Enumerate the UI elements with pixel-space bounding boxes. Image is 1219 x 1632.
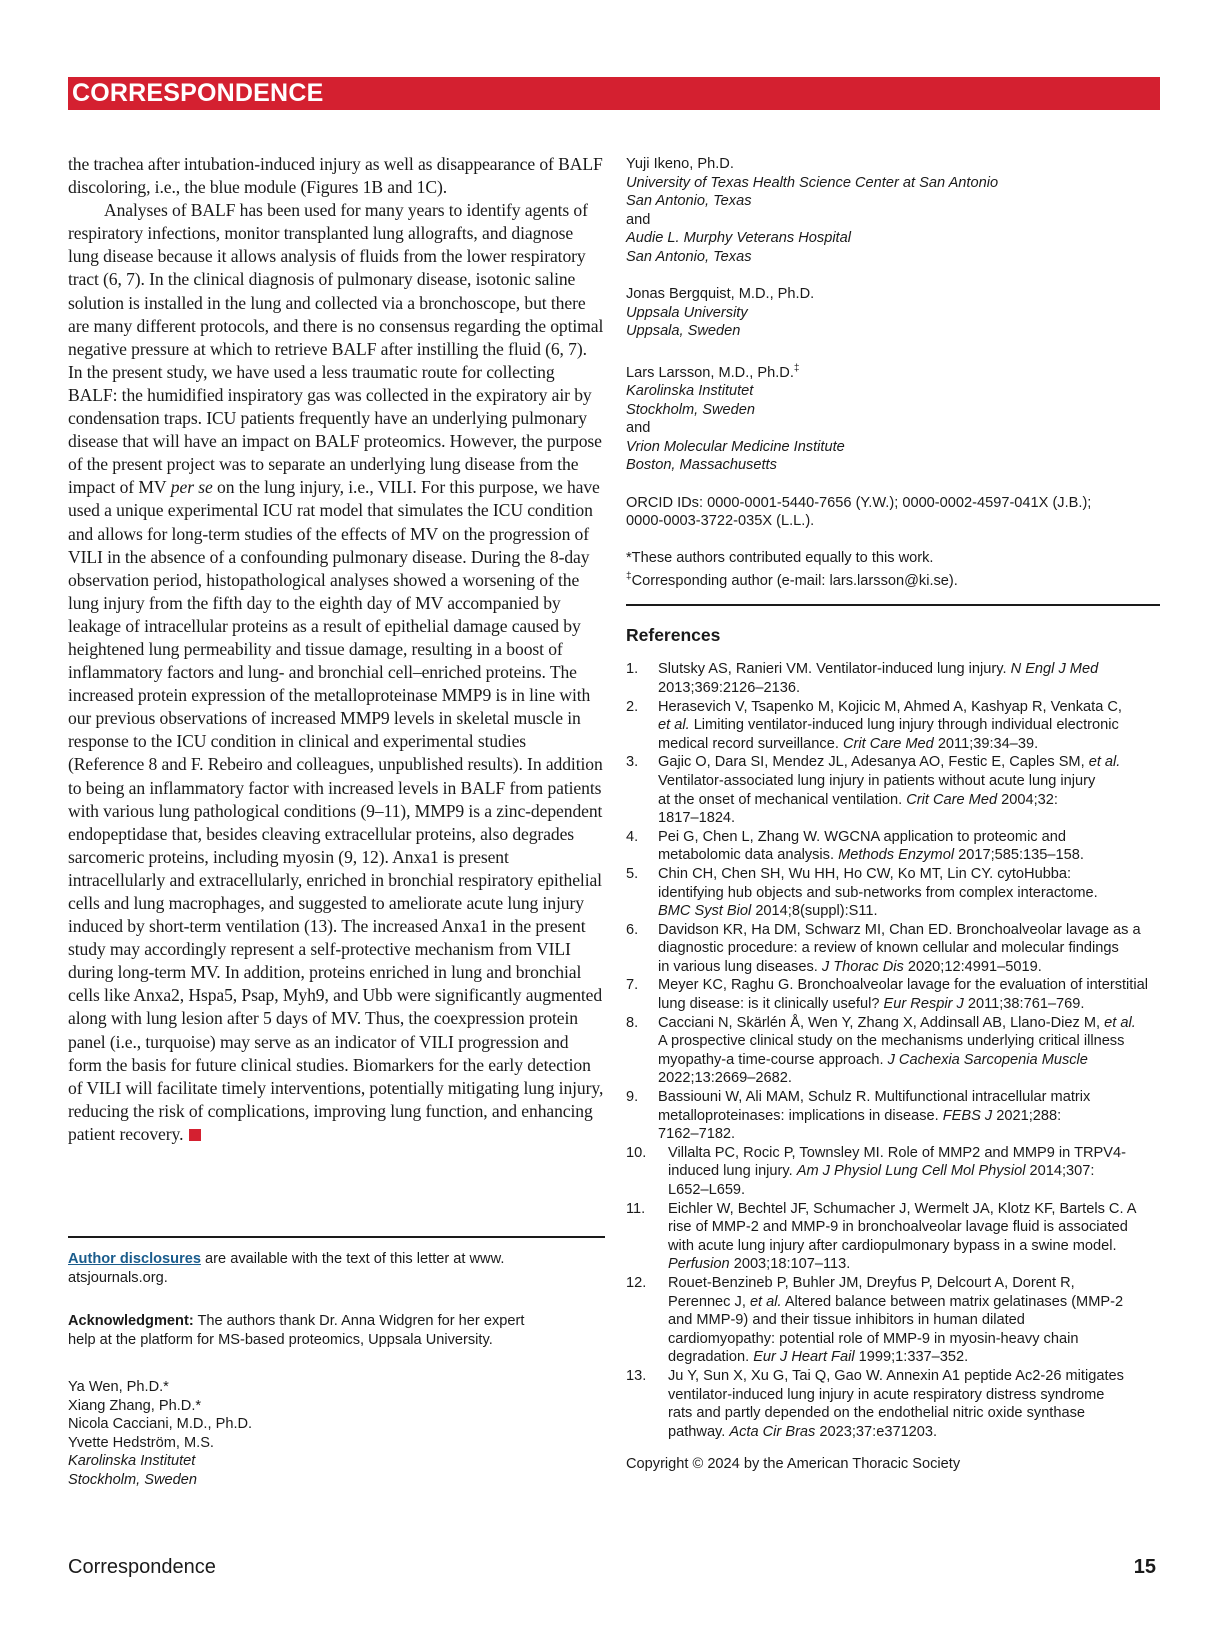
reference-item: [626, 1274, 1160, 1367]
reference-line: 2013;369:2126–2136.: [658, 679, 801, 696]
reference-line: L652–L659.: [668, 1182, 746, 1198]
reference-item: [626, 698, 1160, 754]
reference-line: 1817–1824.: [658, 810, 736, 827]
reference-line: metalloproteinases: implications in disease. FEBS J 2021;288:: [658, 1107, 1062, 1124]
reference-item: [626, 921, 1160, 977]
reference-line: Herasevich V, Tsapenko M, Kojicic M, Ahmed A, Kashyap R, Venkata C,: [658, 698, 1122, 715]
page-number: 15: [1133, 1556, 1156, 1578]
reference-line: rise of MMP-2 and MMP-9 in bronchoalveolar lavage fluid is associated: [668, 1219, 1128, 1236]
footer-section-name: Correspondence: [68, 1556, 216, 1578]
author-block-bergquist: Jonas Bergquist, M.D., Ph.D. Uppsala University Uppsala, Sweden: [626, 286, 815, 340]
reference-line: cardiomyopathy: potential role of MMP-9 in myosin-heavy chain: [668, 1330, 1079, 1347]
orcid-ids: ORCID IDs: 0000-0001-5440-7656 (Y.W.); 0000-0002-4597-041X (J.B.); 0000-0003-3722-035X (L.L.).: [626, 494, 1092, 530]
reference-line: Ju Y, Sun X, Xu G, Tai Q, Gao W. Annexin A1 peptide Ac2-26 mitigates: [668, 1367, 1124, 1384]
author-name: Ya Wen, Ph.D.*: [68, 1379, 169, 1395]
reference-line: Cacciani N, Skärlén Å, Wen Y, Zhang X, Addinsall AB, Llano-Diez M, et al.: [658, 1014, 1136, 1031]
reference-number: 5.: [626, 865, 639, 882]
paragraph: Analyses of BALF has been used for many years to identify agents of respiratory infections, monitor transplanted lung allografts, and diagnose lung disease because it allows analysis of fluids from the lower respiratory tract (6, 7). In the clinical diagnosis of pulmonary disease, isotonic saline solution is installed in the lung and collected via a bronchoscope, but there are many different protocols, and there is no consensus regarding the optimal negative pressure at which to retrieve BALF after instilling the fluid (6, 7). In the present study, we have used a less traumatic route for collecting BALF: the humidified inspiratory gas was collected in the expiratory air by condensation traps. ICU patients frequently have an underlying pulmonary disease that will have an impact on BALF proteomics. However, the purpose of the present project was to separate an underlying lung disease from the impact of MV per se on the lung injury, i.e., VILI. For this purpose, we have used a unique experimental ICU rat model that simulates the ICU condition and allows for long-term studies of the effects of MV on the progression of VILI in the absence of a confounding pulmonary disease. During the 8-day observation period, histopathological analyses showed a worsening of the lung injury from the fifth day to the eighth day of MV accompanied by leakage of intracellular proteins as a result of epithelial damage caused by heightened lung permeability and tissue damage, resulting in a boost of inflammatory factors and lung- and bronchial cell–enriched proteins. The increased protein expression of the metalloproteinase MMP9 is in line with our previous observations of increased MMP9 levels in skeletal muscle in response to the ICU condition in clinical and experimental studies (Reference 8 and F. Rebeiro and colleagues, unpublished results). In addition to being an inflammatory factor with increased levels in BALF from patients with various lung pathological conditions (9–11), MMP9 is a zinc-dependent endopeptidase that, besides cleaving extracellular proteins, also degrades sarcomeric proteins, including myosin (9, 12). Anxa1 is present intracellularly and extracellularly, enriched in bronchial respiratory epithelial cells and lung macrophages, and suggested to ameliorate acute lung injury induced by short-term ventilation (13). The increased Anxa1 in the present study may accordingly represent a self-protective mechanism from VILI during long-term MV. In addition, proteins enriched in lung and bronchial cells like Anxa2, Hspa5, Psap, Myh9, and Ubb were significantly augmented along with lung lesion after 5 days of MV. Thus, the coexpression protein panel (i.e., turquoise) may serve as an indicator of VILI progression and form the basis for future clinical studies. Biomarkers for the early detection of VILI will facilitate timely interventions, potentially mitigating lung injury, reducing the risk of complications, improving lung function, and enhancing patient recovery.: [68, 200, 604, 1144]
reference-line: et al. Limiting ventilator-induced lung injury through individual electronic: [658, 717, 1119, 734]
reference-number: 9.: [626, 1089, 639, 1106]
right-column: [626, 155, 1160, 1474]
reference-line: ventilator-induced lung injury in acute respiratory distress syndrome: [668, 1386, 1105, 1403]
reference-line: and MMP-9) and their tissue inhibitors in human dilated: [668, 1312, 1025, 1329]
reference-number: 13.: [626, 1367, 647, 1384]
reference-line: Perfusion 2003;18:107–113.: [668, 1256, 851, 1273]
reference-item: [626, 1367, 1160, 1441]
reference-line: degradation. Eur J Heart Fail 1999;1:337–352.: [668, 1349, 969, 1366]
reference-line: rats and partly depended on the endothelial nitric oxide synthase: [668, 1405, 1086, 1422]
reference-line: metabolomic data analysis. Methods Enzymol 2017;585:135–158.: [658, 847, 1084, 864]
reference-item: [626, 1144, 1160, 1200]
reference-number: 12.: [626, 1274, 647, 1291]
reference-line: Slutsky AS, Ranieri VM. Ventilator-induced lung injury. N Engl J Med: [658, 661, 1099, 678]
author-affiliation: Stockholm, Sweden: [68, 1471, 197, 1488]
section-header: CORRESPONDENCE: [68, 77, 1160, 110]
main-text-column: [68, 153, 604, 1146]
acknowledgment: Acknowledgment: The authors thank Dr. Anna Widgren for her expert help at the platform for MS-based proteomics, Uppsala University.: [68, 1313, 525, 1348]
author-block-ikeno: Yuji Ikeno, Ph.D. University of Texas Health Science Center at San Antonio San Antonio, Texas and Audie L. Murphy Veterans Hospital San Antonio, Texas: [626, 156, 999, 265]
references-heading: References: [626, 625, 721, 646]
reference-line: medical record surveillance. Crit Care Med 2011;39:34–39.: [658, 735, 1039, 752]
reference-line: identifying hub objects and sub-networks from complex interactome.: [658, 884, 1098, 901]
reference-line: Davidson KR, Ha DM, Schwarz MI, Chan ED. Bronchoalveolar lavage as a: [658, 921, 1141, 938]
reference-line: Gajic O, Dara SI, Mendez JL, Adesanya AO, Festic E, Caples SM, et al.: [658, 754, 1121, 771]
reference-number: 1.: [626, 661, 639, 678]
reference-line: Ventilator-associated lung injury in patients without acute lung injury: [658, 772, 1096, 789]
reference-number: 6.: [626, 921, 639, 938]
reference-number: 8.: [626, 1014, 639, 1031]
reference-line: Perennec J, et al. Altered balance between matrix gelatinases (MMP-2: [668, 1293, 1124, 1310]
reference-line: Villalta PC, Rocic P, Townsley MI. Role of MMP2 and MMP9 in TRPV4-: [668, 1144, 1126, 1161]
reference-number: 7.: [626, 977, 639, 994]
reference-number: 2.: [626, 698, 639, 715]
author-block-larsson: Lars Larsson, M.D., Ph.D.‡ Karolinska Institutet Stockholm, Sweden and Vrion Molecular Medicine Institute Boston, Massachusetts: [626, 362, 845, 474]
reference-line: Eichler W, Bechtel JF, Schumacher J, Wermelt JA, Klotz KF, Bartels C. A: [668, 1200, 1137, 1217]
reference-item: [626, 753, 1160, 827]
author-affiliation: Karolinska Institutet: [68, 1453, 196, 1470]
author-notes: *These authors contributed equally to this work. ‡Corresponding author (e-mail: lars.larsson@ki.se).: [626, 550, 958, 589]
reference-number: 11.: [626, 1200, 646, 1217]
reference-item: [626, 828, 1160, 865]
body-text: [68, 153, 604, 1146]
reference-number: 10.: [626, 1144, 647, 1161]
author-name: Xiang Zhang, Ph.D.*: [68, 1397, 202, 1414]
paragraph: the trachea after intubation-induced injury as well as disappearance of BALF discoloring, i.e., the blue module (Figures 1B and 1C).: [68, 154, 603, 198]
author-disclosures-link[interactable]: Author disclosures: [68, 1251, 201, 1267]
reference-item: [626, 865, 1160, 921]
reference-line: lung disease: is it clinically useful? Eur Respir J 2011;38:761–769.: [658, 996, 1085, 1013]
reference-line: Pei G, Chen L, Zhang W. WGCNA application to proteomic and: [658, 828, 1067, 845]
reference-line: Chin CH, Chen SH, Wu HH, Ho CW, Ko MT, Lin CY. cytoHubba:: [658, 865, 1072, 882]
reference-line: Rouet-Benzineb P, Buhler JM, Dreyfus P, Delcourt A, Dorent R,: [668, 1274, 1075, 1291]
reference-line: induced lung injury. Am J Physiol Lung Cell Mol Physiol 2014;307:: [668, 1163, 1095, 1180]
disclosure-rule: [68, 1236, 605, 1238]
reference-line: at the onset of mechanical ventilation. Crit Care Med 2004;32:: [658, 791, 1058, 808]
reference-line: Bassiouni W, Ali MAM, Schulz R. Multifunctional intracellular matrix: [658, 1089, 1091, 1106]
author-disclosures: Author disclosures are available with the text of this letter at www. atsjournals.org.: [68, 1251, 505, 1286]
author-name: Nicola Cacciani, M.D., Ph.D.: [68, 1416, 253, 1433]
reference-line: in various lung diseases. J Thorac Dis 2020;12:4991–5019.: [658, 958, 1042, 975]
reference-line: with acute lung injury after cardiopulmonary bypass in a swine model.: [668, 1237, 1117, 1254]
reference-item: [626, 1014, 1160, 1088]
reference-line: myopathy-a time-course approach. J Cachexia Sarcopenia Muscle: [658, 1051, 1088, 1068]
reference-number: 4.: [626, 828, 639, 845]
reference-line: 7162–7182.: [658, 1126, 736, 1143]
copyright-notice: Copyright © 2024 by the American Thoracic Society: [626, 1456, 961, 1473]
reference-list: [626, 660, 1160, 1441]
reference-number: 3.: [626, 754, 639, 771]
reference-line: BMC Syst Biol 2014;8(suppl):S11.: [658, 903, 878, 920]
reference-item: [626, 1088, 1160, 1144]
reference-item: [626, 660, 1160, 697]
reference-line: pathway. Acta Cir Bras 2023;37:e371203.: [668, 1423, 938, 1440]
author-name: Yvette Hedström, M.S.: [68, 1434, 214, 1451]
reference-item: [626, 976, 1160, 1013]
reference-line: diagnostic procedure: a review of known cellular and molecular findings: [658, 940, 1119, 957]
author-list-left: [68, 1378, 604, 1490]
reference-line: 2022;13:2669–2682.: [658, 1070, 792, 1087]
reference-line: A prospective clinical study on the mechanisms underlying critical illness: [658, 1033, 1125, 1050]
end-of-article-mark: [189, 1129, 201, 1141]
reference-line: Meyer KC, Raghu G. Bronchoalveolar lavage for the evaluation of interstitial: [658, 977, 1148, 994]
reference-item: [626, 1200, 1160, 1274]
